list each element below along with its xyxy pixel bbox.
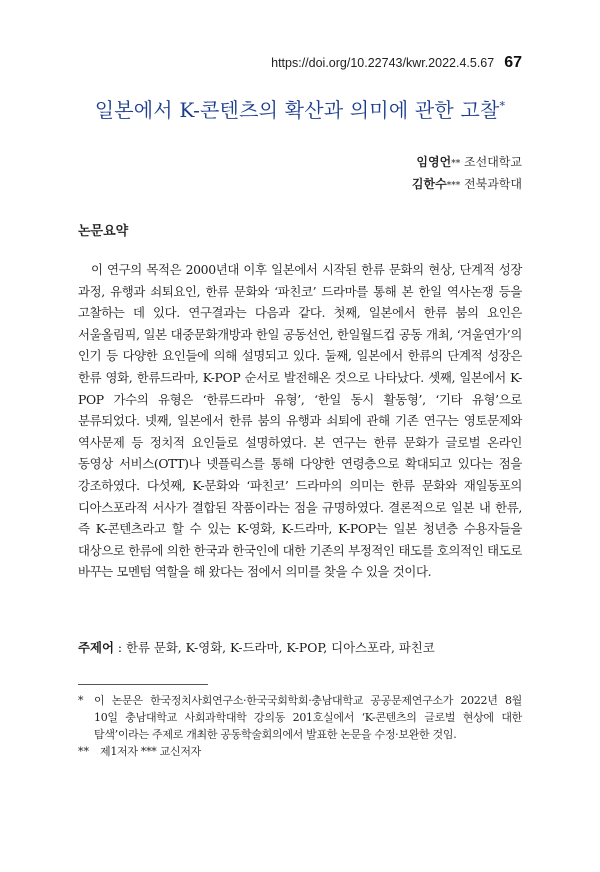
keywords-line [78,638,522,658]
footnote-divider [78,684,208,685]
footnote-text: 제1저자 *** 교신저자 [100,745,201,758]
author-marker: *** [446,181,461,191]
footnote-item [78,692,522,743]
keywords-label: 주제어 [78,640,114,655]
page-header [271,54,522,72]
author-entry [412,152,522,174]
footnote-item [78,743,522,760]
author-entry [412,174,522,196]
doi-link[interactable]: https://doi.org/10.22743/kwr.2022.4.5.67 [271,56,495,70]
footnote-mark: ** [78,745,89,758]
footnote-mark: * [78,694,84,707]
author-affiliation: 조선대학교 [464,155,522,169]
keywords-text: 한류 문화, K-영화, K-드라마, K-POP, 디아스포라, 파친코 [125,640,435,655]
abstract-body: 이 연구의 목적은 2000년대 이후 일본에서 시작된 한류 문화의 현상, 단계적 성장 과정, 유행과 쇠퇴요인, 한류 문화와 ‘파친코’ 드라마를 통해 본 한일 역사논쟁 등을 고찰하는 데 있다. 연구결과는 다음과 같다. 첫째, 일본에서 한류 붐의 요인은 서울올림픽, 일본 대중문화개방과 한일 공동선언, 한일월드컵 공동 개최, ‘겨울연가’의 인기 등 다양한 요인들에 의해 설명되고 있다. 둘째, 일본에서 한류의 단계적 성장은 한류 영화, 한류드라마, K-POP 순서로 발전해온 것으로 나타났다. 셋째, 일본에서 K-POP 가수의 유형은 ‘한류드라마 유형’, ‘한일 동시 활동형’, ‘기타 유형’으로 분류되었다. 넷째, 일본에서 한류 붐의 유행과 쇠퇴에 관해 기존 연구는 영토문제와 역사문제 등 정치적 요인들로 설명하였다. 본 연구는 한류 문화가 글로벌 온라인 동영상 서비스(OTT)나 넷플릭스를 통해 다양한 연령층으로 확대되고 있다는 점을 강조하였다. 다섯째, K-문화와 ‘파친코’ 드라마의 의미는 한류 문화와 재일동포의 디아스포라적 서사가 결합된 작품이라는 점을 규명하였다. 결론적으로 일본 내 한류, 즉 K-콘텐츠라고 할 수 있는 K-영화, K-드라마, K-POP는 일본 청년층 수용자들을 대상으로 한류에 의한 한국과 한국인에 대한 기존의 부정적인 태도를 호의적인 태도로 바꾸는 모멘텀 역할을 해 왔다는 점에서 의미를 찾을 수 있을 것이다. [78,262,522,580]
paper-title [0,94,600,123]
page-number: 67 [504,54,522,71]
keywords-separator: : [113,640,126,655]
footnote-text: 이 논문은 한국정치사회연구소·한국국회학회·충남대학교 공공문제연구소가 2022년 8월 10일 충남대학교 사회과학대학 강의동 201호실에서 ‘K-콘텐츠의 글로벌 현상에 대한 탐색’이라는 주제로 개최한 공동학술회의에서 발표한 논문을 수정·보완한 것임. [94,694,522,741]
author-affiliation: 전북과학대 [464,177,522,191]
author-marker: ** [451,159,461,169]
title-footnote-marker[interactable]: * [499,99,506,113]
author-name: 김한수 [411,177,447,191]
abstract-heading: 논문요약 [78,224,129,239]
paper-title-text: 일본에서 K-콘텐츠의 확산과 의미에 관한 고찰 [94,98,500,122]
footnotes [78,692,522,760]
author-name: 임영언 [416,155,452,169]
author-list [412,152,522,196]
